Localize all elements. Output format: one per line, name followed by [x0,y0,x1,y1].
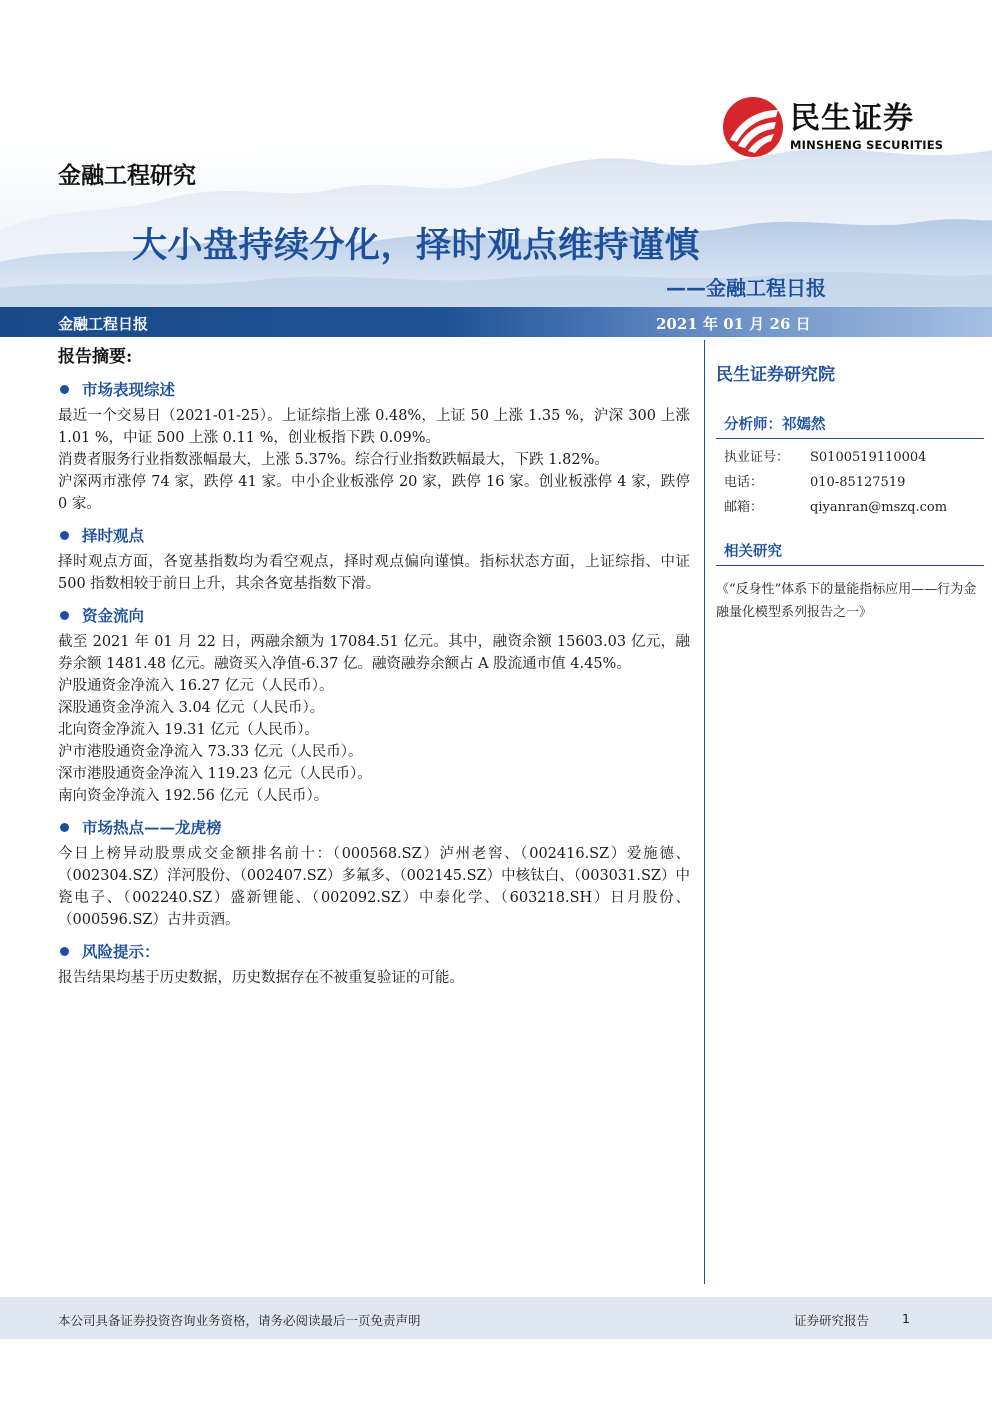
page-number: 1 [902,1311,910,1326]
section-capital-flow [58,603,690,811]
research-institute: 民生证券研究院 [716,365,835,385]
section-heading [58,815,690,839]
sidebar [716,340,984,624]
abstract-title: 报告摘要: [58,347,133,367]
paragraph: 深股通资金净流入 3.04 亿元（人民币）。 [58,700,325,716]
section-heading [58,603,690,627]
report-title: 大小盘持续分化，择时观点维持谨慎 [132,226,701,266]
email-link[interactable]: qiyanran@mszq.com [810,500,948,515]
section-risk-warning [58,939,690,989]
logo-chinese-name: 民生证券 [790,101,914,136]
section-heading-text: 资金流向 [82,606,145,625]
section-heading [58,523,690,547]
paragraph: 报告结果均基于历史数据，历史数据存在不被重复验证的可能。 [58,970,464,986]
info-key: 执业证号： [724,450,790,465]
paragraph: 沪股通资金净流入 16.27 亿元（人民币）。 [58,678,334,694]
column-divider [704,340,705,1284]
related-research-title: 相关研究 [716,540,984,566]
info-row [716,445,984,470]
footer-disclaimer: 本公司具备证券投资咨询业务资格，请务必阅读最后一页免责声明 [58,1313,421,1328]
section-market-overview [58,377,690,519]
analyst-name: 分析师：祁嫣然 [716,413,984,439]
paragraph: 消费者服务行业指数涨幅最大，上涨 5.37%。综合行业指数跌幅最大，下跌 1.82%。 [58,452,609,468]
paragraph: 今日上榜异动股票成交金额排名前十：（000568.SZ）泸州老窖、（002416.SZ）爱施德、（002304.SZ）洋河股份、（002407.SZ）多氟多、（002145.SZ）中核钛白、（003031.SZ）中瓷电子、（002240.SZ）盛新锂能、（002092.SZ）中泰化学、（603218.SH）日月股份、（000596.SZ）古井贡酒。 [58,846,690,928]
logo-english-name: MINSHENG SECURITIES [790,138,944,152]
paragraph: 沪深两市涨停 74 家，跌停 41 家。中小企业板涨停 20 家，跌停 16 家。创业板涨停 4 家，跌停 0 家。 [58,474,690,512]
section-timing-view [58,523,690,599]
paragraph: 最近一个交易日（2021-01-25）。上证综指上涨 0.48%，上证 50 上涨 1.35 %，沪深 300 上涨 1.01 %，中证 500 上涨 0.11 %，创业板指下跌 0.09%。 [58,408,690,446]
license-number: S0100519110004 [810,450,927,465]
footer-report-type: 证券研究报告 [794,1313,870,1328]
section-heading-text: 择时观点 [82,526,145,545]
bullet-icon [60,611,69,620]
info-key: 电话： [724,475,764,490]
section-market-hotspot [58,815,690,935]
info-key: 邮箱： [724,500,764,515]
info-row [716,495,984,520]
report-subtitle: ——金融工程日报 [666,276,826,300]
info-row [716,470,984,495]
bullet-icon [60,947,69,956]
paragraph: 择时观点方面，各宽基指数均为看空观点，择时观点偏向谨慎。指标状态方面，上证综指、中证 500 指数相较于前日上升，其余各宽基指数下滑。 [58,554,690,592]
report-category: 金融工程研究 [58,163,196,189]
main-content [58,340,690,993]
phone-number: 010-85127519 [810,475,906,490]
minsheng-logo [722,96,943,158]
section-heading [58,939,690,963]
bullet-icon [60,823,69,832]
title-band [0,307,992,337]
section-heading-text: 市场热点——龙虎榜 [82,818,222,837]
bullet-icon [60,385,69,394]
related-research-item[interactable]: 《“反身性”体系下的量能指标应用——行为金融量化模型系列报告之一》 [716,582,977,620]
analyst-contact-info [716,445,984,520]
section-heading-text: 市场表现综述 [82,380,176,399]
paragraph: 截至 2021 年 01 月 22 日，两融余额为 17084.51 亿元。其中，融资余额 15603.03 亿元，融券余额 1481.48 亿元。融资买入净值-6.37 亿。融资融券余额占 A 股流通市值 4.45%。 [58,634,690,672]
section-heading-text: 风险提示： [82,942,160,961]
paragraph: 北向资金净流入 19.31 亿元（人民币）。 [58,722,319,738]
band-report-type: 金融工程日报 [58,315,149,333]
minsheng-logo-mark-icon [722,96,784,158]
section-heading [58,377,690,401]
paragraph: 南向资金净流入 192.56 亿元（人民币）。 [58,788,329,804]
band-report-date: 2021 年 01 月 26 日 [656,315,811,333]
page-footer [0,1297,992,1339]
bullet-icon [60,531,69,540]
paragraph: 深市港股通资金净流入 119.23 亿元（人民币）。 [58,766,372,782]
paragraph: 沪市港股通资金净流入 73.33 亿元（人民币）。 [58,744,363,760]
